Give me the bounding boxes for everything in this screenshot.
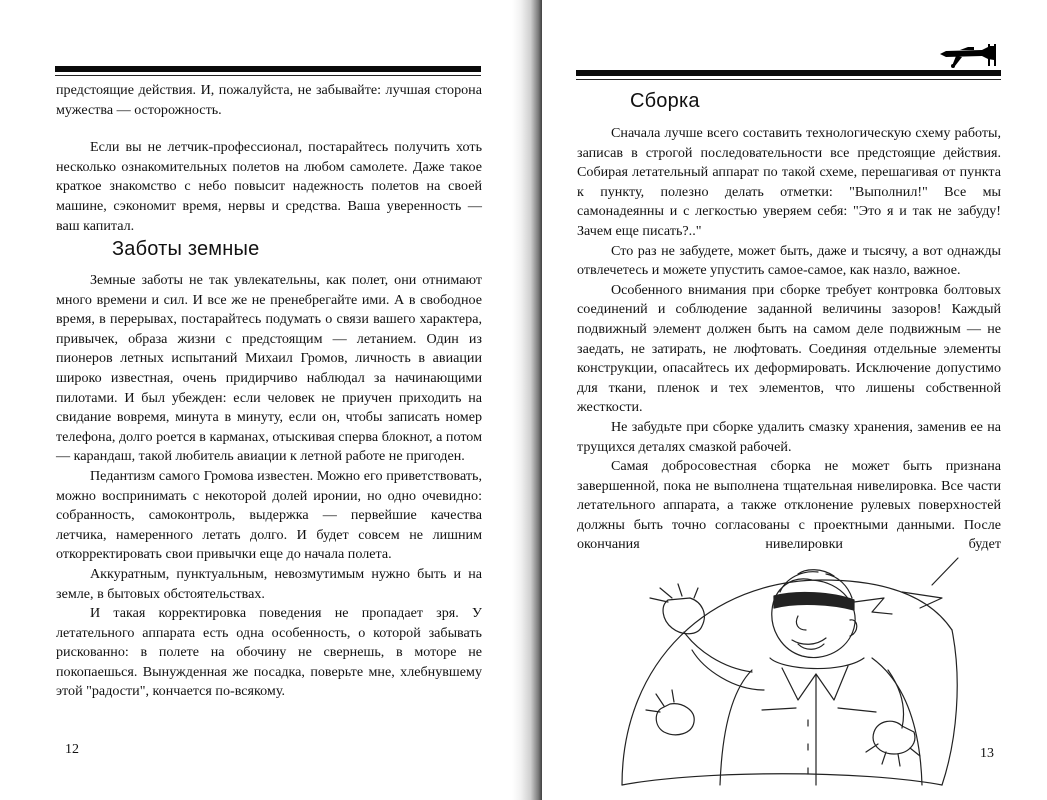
left-section-text [56, 271, 482, 702]
paragraph: Не забудьте при сборке удалить смазку хранения, заменив ее на трущихся деталях смазкой рабочей. [577, 418, 1001, 455]
paragraph: предстоящие действия. И, пожалуйста, не забывайте: лучшая сторона мужества — осторожность. [56, 82, 482, 118]
right-section-text [577, 124, 1001, 555]
header-rule [576, 70, 1001, 76]
paragraph: Самая добросовестная сборка не может быть признана завершенной, пока не выполнена тщательная нивелировка. Все части летательного аппарата, а также отклонение рулевых поверхностей должны быть точно согласованы с проектными данными. После окончания нивелировки будет [577, 458, 1001, 553]
paragraph: Сначала лучше всего составить технологическую схему работы, записав в строгой последовательности все предстоящие действия. Собирая летательный аппарат по такой схеме, перешагивая от пункта к пункту, полезно делать отметки: "Выполнил!" Все мы самонадеянны и с легкостью уверяем себя: "Это я и так не забуду! Зачем еще писать?.." [577, 125, 1001, 239]
paragraph: Земные заботы не так увлекательны, как полет, они отнимают много времени и сил. И все же не пренебрегайте ими. А в свободное время, в перерывах, постарайтесь подумать о связи вашего характера, привычек, образа жизни с предстоящим — летанием. Один из пионеров летных испытаний Михаил Громов, личность в авиации широко известная, очень придирчиво наблюдал за начинающими пилотами. И был убежден: если человек не приучен приходить на свидание вовремя, минута в минуту, если он, чтобы записать номер телефона, долго роется в карманах, отыскивая сперва блокнот, а потом — карандаш, такой любитель авиации к летной работе не пригоден. [56, 272, 482, 465]
section-heading-sborka: Сборка [630, 90, 700, 112]
paragraph: Если вы не летчик-профессионал, постарайтесь получить хоть несколько ознакомительных полетов на любом самолете. Даже такое краткое знакомство с небо повысит надежность полетов на своей машине, сэкономит время, нервы и средства. Ваша уверенность — ваш капитал. [56, 139, 482, 234]
left-page [0, 0, 512, 800]
paragraph: Аккуратным, пунктуальным, невозмутимым нужно быть и на земле, в бытовых обстоятельствах. [56, 565, 482, 602]
left-intro-text [56, 81, 482, 236]
paragraph: И такая корректировка поведения не пропадает зря. У летательного аппарата есть одна особенность, о которой забывать рискованно: в полете на обочину не свернешь, в моторе не покопаешься. Вынужденная же посадка, поверьте мне, хлебнувшему этой "радости", кончается по-всякому. [56, 605, 482, 700]
header-rule [55, 66, 481, 72]
airplane-silhouette-icon [938, 40, 1002, 70]
header-rule-thin [576, 79, 1001, 80]
book-gutter-shadow [512, 0, 542, 800]
header-rule-thin [55, 75, 481, 76]
paragraph: Особенного внимания при сборке требует контровка болтовых соединений и соблюдение заданной величины зазоров! Каждый подвижный элемент должен быть на самом деле подвижным — не заедать, не затирать, не люфтовать. Соединяя отдельные элементы конструкции, опасайтесь их деформировать. Исключение допустимо для ткани, пленок и тех элементов, что лишены собственной жесткости. [577, 281, 1001, 416]
section-heading-zaboty: Заботы земные [112, 238, 260, 260]
page-number: 13 [980, 746, 994, 761]
paragraph: Сто раз не забудете, может быть, даже и тысячу, а вот однажды отвлечетесь и можете упустить самое-самое, как назло, важное. [577, 242, 1001, 279]
paragraph: Педантизм самого Громова известен. Можно его приветствовать, можно воспринимать с некоторой долей иронии, но одно очевидно: собранность, самоконтроль, выдержка — первейшие качества летчика, намеренного летать долго. И будет совсем не лишним откорректировать свои привычки еще до начала полета. [56, 467, 482, 563]
right-page [542, 0, 1047, 800]
pilot-in-cockpit-sketch [602, 540, 982, 790]
page-number: 12 [65, 742, 79, 757]
